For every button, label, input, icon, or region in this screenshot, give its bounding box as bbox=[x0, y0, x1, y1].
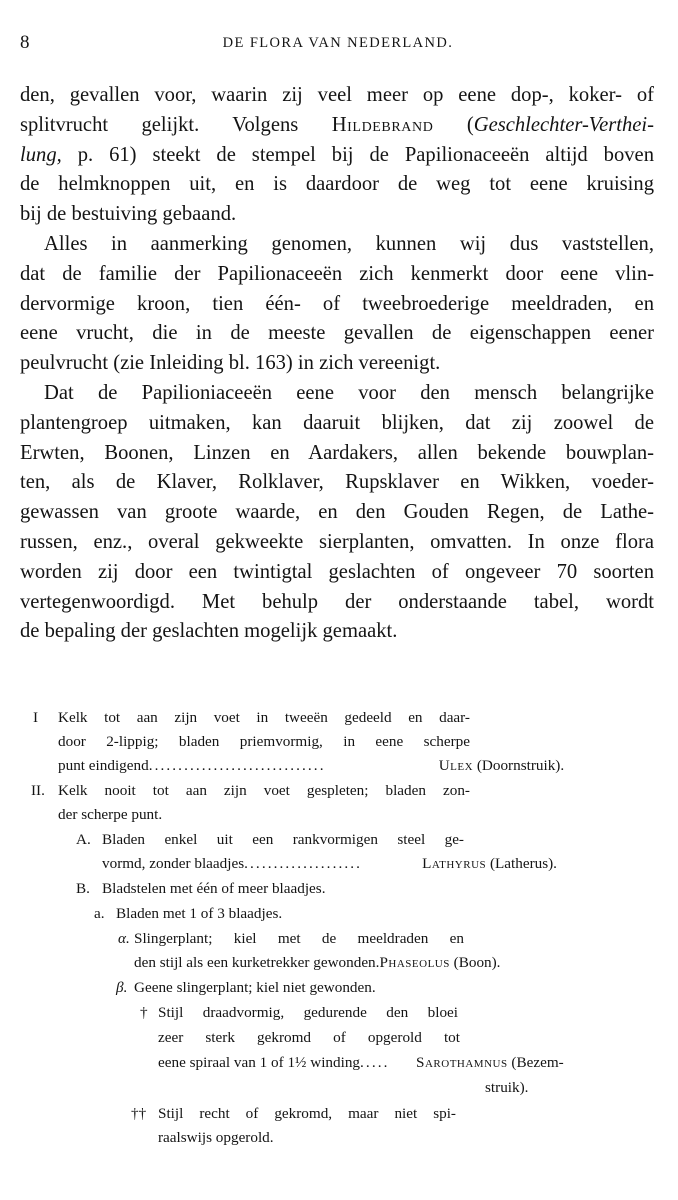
text-line: Erwten, Boonen, Linzen en Aardakers, allen bekende bouwplan- bbox=[20, 441, 654, 464]
paragraph-importance bbox=[20, 379, 654, 647]
key-marker: B. bbox=[76, 880, 90, 897]
key-line: Stijl draadvormig, gedurende den bloei bbox=[158, 1004, 458, 1021]
key-line: Slingerplant; kiel met de meeldraden en bbox=[134, 930, 464, 947]
text-line: den, gevallen voor, waarin zij veel meer op eene dop-, koker- of bbox=[20, 84, 654, 106]
key-line: der scherpe punt. bbox=[58, 806, 163, 823]
text-line: peulvrucht (zie Inleiding bl. 163) in zich vereenigt. bbox=[20, 352, 441, 375]
text-line: splitvrucht gelijkt. Volgens Hildebrand (Geschlechter-Verthei- bbox=[20, 113, 654, 136]
author-name: Hildebrand bbox=[331, 113, 434, 136]
key-line: Kelk tot aan zijn voet in tweeën gedeeld en daar- bbox=[58, 709, 470, 726]
text-line: bij de bestuiving gebaand. bbox=[20, 203, 237, 226]
key-marker: † bbox=[140, 1004, 148, 1021]
dot-leader: .............................. bbox=[148, 757, 326, 774]
text-line: dervormige kroon, tien één- of tweebroederige meeldraden, en bbox=[20, 292, 654, 315]
page-header bbox=[20, 32, 656, 56]
key-marker: II. bbox=[31, 782, 45, 799]
text-line: vertegenwoordigd. Met behulp der onderstaande tabel, wordt bbox=[20, 590, 654, 613]
text-line: plantengroep uitmaken, kan daaruit blijken, dat zij zoowel de bbox=[20, 411, 654, 434]
dot-leader: .................... bbox=[244, 855, 363, 872]
text-line: Alles in aanmerking genomen, kunnen wij dus vaststellen, bbox=[44, 232, 654, 255]
text-line: gewassen van groote waarde, en den Gouden Regen, de Lathe- bbox=[20, 501, 654, 524]
paragraph-characteristics bbox=[20, 230, 654, 379]
text-line: Dat de Papilioniaceeën eene voor den mensch belangrijke bbox=[44, 381, 654, 404]
genus-name: Ulex bbox=[438, 757, 474, 774]
text-line: russen, enz., overal gekweekte sierplanten, omvatten. In onze flora bbox=[20, 530, 654, 553]
key-line: punt eindigend.............................. Ulex (Doornstruik). bbox=[58, 755, 564, 777]
text-line: de helmknoppen uit, en is daardoor de weg tot eene kruising bbox=[20, 173, 654, 196]
running-title: DE FLORA VAN NEDERLAND. bbox=[222, 35, 454, 51]
paragraph-hildebrand bbox=[20, 81, 654, 230]
key-marker: β. bbox=[116, 979, 128, 996]
page-number: 8 bbox=[20, 32, 30, 53]
text-line: ten, als de Klaver, Rolklaver, Rupsklaver en Wikken, voeder- bbox=[20, 471, 654, 494]
key-line: Bladstelen met één of meer blaadjes. bbox=[102, 880, 326, 897]
text-line: lung, p. 61) steekt de stempel bij de Papilionaceeën altijd boven bbox=[20, 143, 654, 166]
key-line: zeer sterk gekromd of opgerold tot bbox=[158, 1029, 460, 1046]
key-marker: I bbox=[33, 709, 39, 726]
key-line: den stijl als een kurketrekker gewonden.Phaseolus (Boon). bbox=[134, 954, 501, 971]
key-line: door 2-lippig; bladen priemvormig, in eene scherpe bbox=[58, 733, 470, 750]
genus-name: Lathyrus bbox=[422, 855, 487, 872]
key-marker: a. bbox=[94, 905, 105, 922]
text-line: eene vrucht, die in de meeste gevallen de eigenschappen eener bbox=[20, 322, 654, 345]
key-line: Bladen met 1 of 3 blaadjes. bbox=[116, 905, 283, 922]
text-line: dat de familie der Papilionaceeën zich kenmerkt door eene vlin- bbox=[20, 262, 654, 285]
key-line: raalswijs opgerold. bbox=[158, 1129, 274, 1146]
key-line: struik). bbox=[485, 1079, 529, 1096]
key-line: Kelk nooit tot aan zijn voet gespleten; bladen zon- bbox=[58, 782, 470, 799]
genus-name: Sarothamnus bbox=[416, 1054, 508, 1071]
dot-leader: ..... bbox=[360, 1054, 390, 1071]
key-marker: †† bbox=[131, 1105, 147, 1122]
key-line: vormd, zonder blaadjes.................... Lathyrus (Latherus). bbox=[102, 853, 557, 875]
text-line: de bepaling der geslachten mogelijk gemaakt. bbox=[20, 620, 398, 643]
key-line: Bladen enkel uit een rankvormigen steel ge- bbox=[102, 831, 464, 848]
key-line: eene spiraal van 1 of 1½ winding..... Sarothamnus (Bezem- bbox=[158, 1052, 564, 1074]
cited-title: Geschlechter-Verthei- bbox=[473, 113, 654, 136]
text-line: worden zij door een twintigtal geslachten of ongeveer 70 soorten bbox=[20, 560, 654, 583]
body-text bbox=[20, 81, 654, 647]
key-marker: A. bbox=[76, 831, 91, 848]
genus-name: Phaseolus bbox=[379, 954, 450, 971]
key-line: Stijl recht of gekromd, maar niet spi- bbox=[158, 1105, 456, 1122]
key-line: Geene slingerplant; kiel niet gewonden. bbox=[134, 979, 376, 996]
key-marker: α. bbox=[118, 930, 130, 947]
cited-title-end: lung, bbox=[20, 143, 62, 166]
